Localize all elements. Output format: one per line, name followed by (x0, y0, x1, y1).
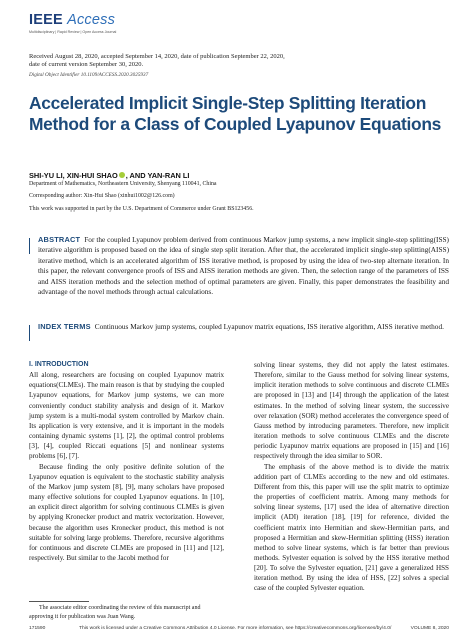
abstract (29, 235, 449, 297)
abstract-text: For the coupled Lyapunov problem derived from continuous Markov jump systems, a new implicit single-step splitting(ISS) iterative algorithm is proposed based on the idea of single step split iteration. After that, the accelerated implicit single-step splitting(AISS) iterative method, which is an accelerated algorithm of ISS iterative method, is proposed by using the idea of two-step alternate iteration. In this paper, the relevant convergence proofs of ISS and AISS iteration methods are given. Then, the selection range of the parameters of ISS and AISS iteration methods and the selection method of optimal parameters are given. Finally, this paper demonstrates the feasibility and advantage of the novel methods through actual calculations. (38, 235, 449, 297)
dates-line-1: Received August 28, 2020, accepted September 14, 2020, date of publication September 22, 2020, (29, 53, 285, 60)
page-number: 171590 (29, 626, 46, 631)
journal-name (29, 12, 149, 28)
orcid-icon[interactable] (119, 172, 125, 178)
license-link[interactable]: This work is licensed under a Creative Commons Attribution 4.0 License. For more information, see https://creativecommons.org/licenses/by/4.0/ (79, 626, 392, 631)
journal-tagline: Multidisciplinary | Rapid Review | Open Access Journal (29, 30, 117, 34)
journal-name-access: Access (67, 12, 116, 28)
intro-paragraph-4: The emphasis of the above method is to divide the matrix addition part of CLMEs according to the new and old estimates. Different from this, this paper will use the split matrix to optimize the properties of coefficient matrix. Among many methods for solving linear systems, [17] used the idea of alternative direction implicit (ADI) iteration [18], [19] for reference, divided the coefficient matrix into Hermitian and skew-Hermitian parts, and proposed a Hermitian and skew-Hermitian splitting (HSS) iteration method to solve linear systems, which is far better than previous methods. Sylvester equation is solved by the HSS iterative method [20]. To solve the Sylvester equation, [21] gave a generalized HSS iteration method. By using the idea of HSS, [22] solves a special case of the coupled Sylvester equation. (254, 462, 449, 593)
page-footer (29, 626, 449, 636)
index-terms-text: Continuous Markov jump systems, coupled Lyapunov matrix equations, ISS iterative algorithm, AISS iterative method. (94, 322, 444, 331)
column-left (29, 360, 224, 563)
index-terms (29, 322, 449, 332)
authors-part-2: , AND YAN-RAN LI (125, 171, 190, 180)
publication-dates (29, 53, 449, 69)
volume-info: VOLUME 8, 2020 (410, 626, 449, 631)
funding-statement: This work was supported in part by the U.S. Department of Commerce under Grant BS123456. (29, 206, 254, 212)
intro-paragraph-3: solving linear systems, they did not apply the latest estimates. Therefore, similar to the Gauss method for solving linear systems, implicit iteration methods to solve continuous and discrete CLMEs are proposed in [13] and [14] through the application of the latest estimates. In the method of solving linear system, the successive over relaxation (SOR) method accelerates the convergence speed of Gauss method by introducing parameters. Therefore, new implicit iteration methods to solve continuous CLMEs and the discrete periodic Lyapunov matrix equations are proposed in [15] and [16] respectively through the idea similar to SOR. (254, 361, 449, 461)
affiliation: Department of Mathematics, Northeastern University, Shenyang 110041, China (29, 181, 217, 187)
intro-paragraph-2: Because finding the only positive definite solution of the Lyapunov equation is equivalent to the stochastic stability analysis of the Markov jump system [8], [9], many scholars have proposed many effective solutions for coupled Lyapunov equations. In [10], an explicit direct algorithm for solving continuous CLMEs is given by applying Kronecker product and matrix vectorization. However, because the algorithm uses Kronecker product, this method is not suitable for solving large problems. Therefore, recursive algorithms for continuous and discrete CLMEs are proposed in [11] and [12], respectively. But similar to the Jacobi method for (29, 462, 224, 562)
author-list (29, 171, 190, 180)
corresponding-author: Corresponding author: Xin-Hui Shao (xinhui1002@126.com) (29, 193, 175, 199)
abstract-label: ABSTRACT (38, 235, 81, 244)
footnote: The associate editor coordinating the review of this manuscript and approving it for publication was Juan Wang. (29, 605, 201, 620)
paper-title: Accelerated Implicit Single-Step Splitting Iteration Method for a Class of Coupled Lyapunov Equations (29, 93, 442, 134)
index-terms-label: INDEX TERMS (38, 322, 91, 331)
intro-paragraph-1: All along, researchers are focusing on coupled Lyapunov matrix equations(CLMEs). The main reason is that by studying the coupled Lyapunov equations, for Markov jump systems, we can more conveniently conduct stability analysis and design of it. Markov jump system is a multi-modal system controlled by Markov chain. Its application is very extensive, and it is important in the models containing dynamic systems [1], [2], the optimal control problems [3], [4], coupled Riccati equations [5] and nonlinear systems problems [6], [7]. (29, 371, 224, 461)
dates-line-2: date of current version September 30, 2020. (29, 61, 144, 69)
footnote-divider (29, 601, 89, 602)
journal-logo (29, 12, 149, 42)
column-right (254, 360, 449, 594)
doi: Digital Object Identifier 10.1109/ACCESS.2020.3025937 (29, 72, 149, 78)
section-heading-introduction: I. INTRODUCTION (29, 361, 89, 368)
authors-part-1: SHI-YU LI, XIN-HUI SHAO (29, 171, 118, 180)
journal-name-ieee: IEEE (29, 12, 63, 28)
